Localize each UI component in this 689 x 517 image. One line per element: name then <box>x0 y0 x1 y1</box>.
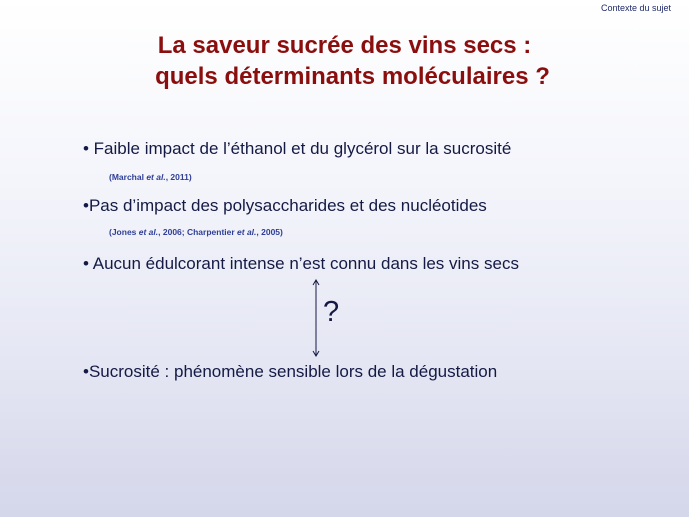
reference-etal: et al. <box>237 227 257 237</box>
reference-text: , 2006; Charpentier <box>158 227 238 237</box>
reference-text: (Marchal <box>109 172 147 182</box>
reference-jones-charpentier <box>109 227 283 237</box>
reference-text: (Jones <box>109 227 139 237</box>
reference-etal: et al. <box>138 227 159 237</box>
title-line-2: quels déterminants moléculaires ? <box>155 63 550 90</box>
double-arrow-icon <box>311 279 321 357</box>
bullet-polysaccharides: •Pas d’impact des polysaccharides et des nucléotides <box>83 196 487 215</box>
reference-etal: et al. <box>146 172 166 182</box>
bullet-edulcorant: • Aucun édulcorant intense n’est connu dans les vins secs <box>83 254 519 273</box>
question-mark: ? <box>323 296 340 328</box>
reference-marchal <box>109 172 192 182</box>
title-line-1: La saveur sucrée des vins secs : <box>157 32 532 59</box>
bullet-sucrosite: •Sucrosité : phénomène sensible lors de la dégustation <box>83 362 498 381</box>
reference-text: , 2005) <box>256 227 283 237</box>
reference-text: , 2011) <box>165 172 192 182</box>
bullet-ethanol-glycerol: • Faible impact de l’éthanol et du glycérol sur la sucrosité <box>83 139 512 158</box>
context-label: Contexte du sujet <box>600 3 671 13</box>
slide-title <box>0 30 689 92</box>
